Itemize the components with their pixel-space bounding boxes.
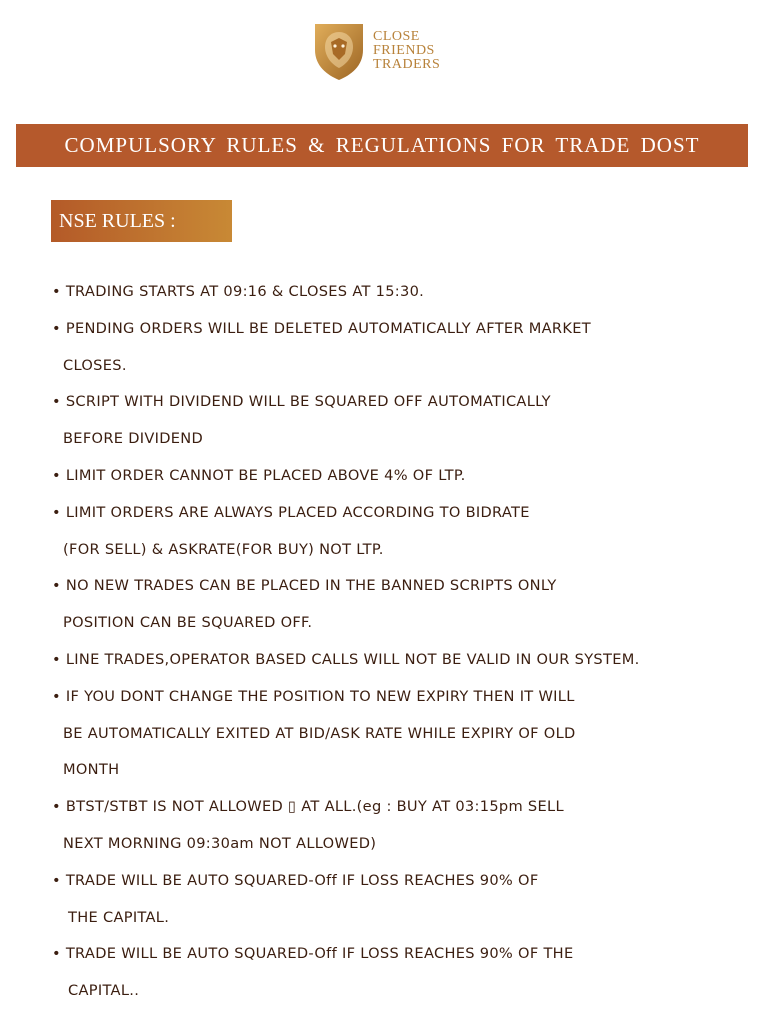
lion-shield-icon: [311, 20, 367, 82]
rule-line: • TRADE WILL BE AUTO SQUARED-Off IF LOSS REACHES 90% OF THE: [52, 945, 574, 963]
brand-logo: [311, 20, 440, 82]
rule-line: • IF YOU DONT CHANGE THE POSITION TO NEW EXPIRY THEN IT WILL: [52, 687, 575, 705]
rule-line: MONTH: [63, 761, 120, 779]
rule-line: BE AUTOMATICALLY EXITED AT BID/ASK RATE WHILE EXPIRY OF OLD: [63, 724, 576, 742]
brand-name: [373, 30, 440, 72]
rule-line: • LINE TRADES,OPERATOR BASED CALLS WILL NOT BE VALID IN OUR SYSTEM.: [52, 650, 640, 668]
rule-line: POSITION CAN BE SQUARED OFF.: [63, 614, 313, 632]
rule-line: • SCRIPT WITH DIVIDEND WILL BE SQUARED OFF AUTOMATICALLY: [52, 393, 551, 411]
rule-line: • LIMIT ORDERS ARE ALWAYS PLACED ACCORDING TO BIDRATE: [52, 503, 530, 521]
rule-line: • BTST/STBT IS NOT ALLOWED ▯ AT ALL.(eg : BUY AT 03:15pm SELL: [52, 798, 564, 816]
rule-line: • TRADE WILL BE AUTO SQUARED-Off IF LOSS REACHES 90% OF: [52, 871, 539, 889]
page-title: COMPULSORY RULES & REGULATIONS FOR TRADE DOST: [64, 133, 700, 157]
section-title: NSE RULES :: [59, 209, 176, 232]
rule-line: THE CAPITAL.: [68, 908, 170, 926]
brand-line-2: FRIENDS: [373, 43, 435, 58]
title-banner: [16, 124, 748, 167]
rule-line: • LIMIT ORDER CANNOT BE PLACED ABOVE 4% OF LTP.: [52, 466, 466, 484]
rule-line: CLOSES.: [63, 356, 127, 374]
brand-line-3: TRADERS: [373, 57, 441, 72]
section-header: [51, 200, 232, 242]
rule-line: (FOR SELL) & ASKRATE(FOR BUY) NOT LTP.: [63, 540, 384, 558]
rule-line: CAPITAL..: [68, 982, 140, 1000]
rule-line: • PENDING ORDERS WILL BE DELETED AUTOMATICALLY AFTER MARKET: [52, 319, 591, 337]
rule-line: NEXT MORNING 09:30am NOT ALLOWED): [63, 834, 377, 852]
brand-line-1: CLOSE: [373, 29, 420, 44]
rule-line: • TRADING STARTS AT 09:16 & CLOSES AT 15:30.: [52, 283, 425, 300]
rule-line: • NO NEW TRADES CAN BE PLACED IN THE BANNED SCRIPTS ONLY: [52, 577, 557, 595]
rule-line: BEFORE DIVIDEND: [63, 430, 204, 448]
rules-list: [52, 276, 752, 1012]
